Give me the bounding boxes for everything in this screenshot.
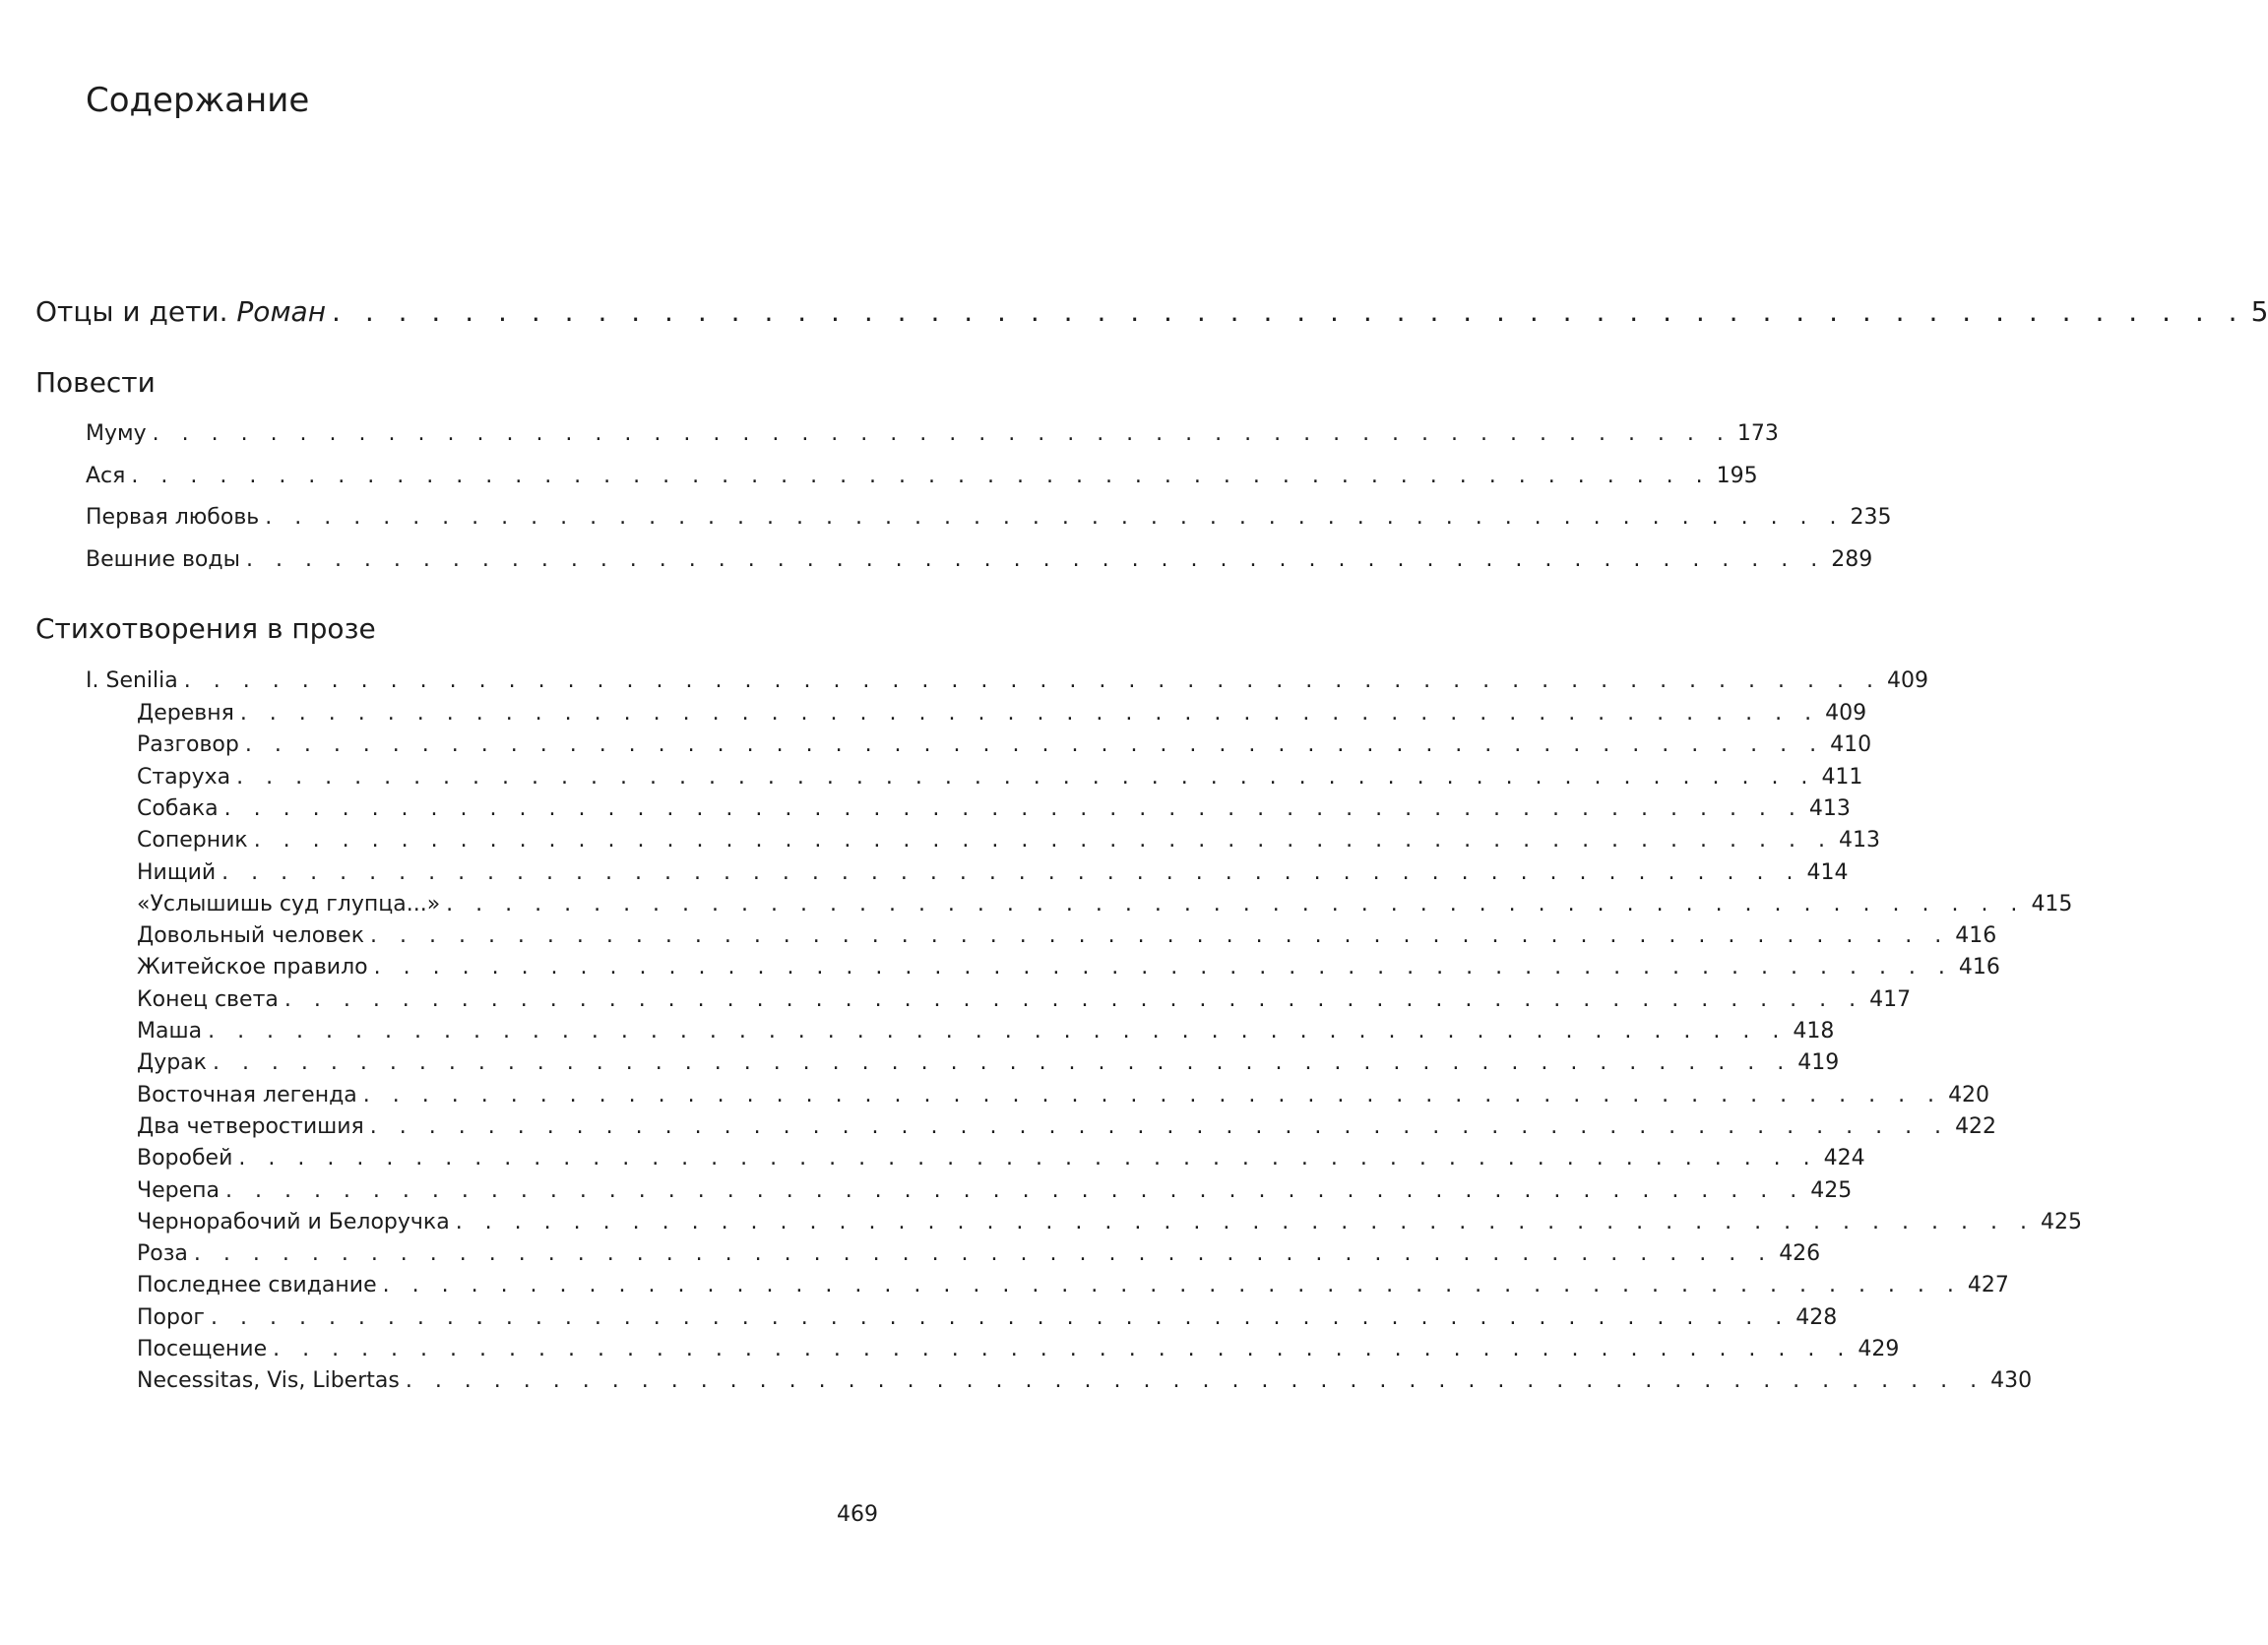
toc-entry[interactable] [137,1082,1990,1112]
toc-entry-title: Конец света [137,986,279,1012]
toc-entry-page: 425 [1810,1177,1853,1203]
toc-entry-title: Довольный человек [137,923,364,949]
toc-entry[interactable] [137,1337,1900,1366]
toc-entry-page: 426 [1779,1241,1821,1267]
toc-entry[interactable] [86,505,1892,535]
toc-entry[interactable] [137,1019,1835,1048]
toc-entry[interactable] [137,1273,2009,1302]
toc-entry-title: Маша [137,1019,203,1044]
toc-entry[interactable] [137,1146,1865,1175]
toc-entry-novel[interactable] [35,295,2268,331]
toc-entry[interactable] [86,421,1779,451]
toc-entry-title: Разговор [137,732,239,758]
toc-entry[interactable] [137,1209,2082,1239]
toc-entry-title: Два четверостишия [137,1113,364,1139]
toc-entry-title [35,295,326,328]
toc-entry-page: 429 [1858,1337,1900,1361]
toc-entry[interactable] [137,1050,1840,1080]
toc-entry-page: 289 [1831,546,1873,572]
dot-leader: . . . . . . . . . . . . . . . . . . . . . . . . . . . . . . . . . . . . . . . . . . . . . . . . . . . . . . [236,764,1816,790]
dot-leader: . . . . . . . . . . . . . . . . . . . . . . . . . . . . . . . . . . . . . . . . . . . . . . . . . . . . . . [373,955,1953,981]
toc-entry-page: 195 [1716,463,1758,488]
dot-leader: . . . . . . . . . . . . . . . . . . . . . . . . . . . . . . . . . . . . . . . . . . . . . . . . . . . . . . [212,1050,1793,1076]
dot-leader: . . . . . . . . . . . . . . . . . . . . . . . . . . . . . . . . . . . . . . . . . . . . . . . . . . . . . . [370,923,1950,949]
toc-entry[interactable] [137,1241,1821,1271]
toc-entry-page: 427 [1967,1273,2009,1298]
dot-leader: . . . . . . . . . . . . . . . . . . . . . . . . . . . . . . . . . . . . . . . . . . . . . . . . . . . . . . [244,732,1825,758]
toc-entry-title: Последнее свидание [137,1273,377,1298]
dot-leader: . . . . . . . . . . . . . . . . . . . . . . . . . . . . . . . . . . . . . . . . . . . . . . . . . . . . . . [152,421,1732,446]
toc-entry-page: 424 [1823,1146,1865,1171]
toc-entry[interactable] [137,1177,1853,1208]
page-number: 469 [837,1502,878,1527]
dot-leader: . . . . . . . . . . . . . . . . . . . . . . . . . . . . . . . . . . . . . . . . . . . . . . . . . . . . . . [446,891,2026,917]
toc-entry-page: 413 [1808,795,1851,821]
dot-leader: . . . . . . . . . . . . . . . . . . . . . . . . . . . . . . . . . . . . . . . . . . . . . . . . . . . . . . [221,859,1801,885]
dot-leader: . . . . . . . . . . . . . . . . . . . . . . . . . . . . . . . . . . . . . . . . . . . . . . . . . . . . . . [224,1177,1805,1203]
toc-entry-title: Первая любовь [86,505,260,530]
toc-entry-page: 428 [1796,1304,1838,1330]
toc-entry-title: Восточная легенда [137,1082,357,1107]
dot-leader: . . . . . . . . . . . . . . . . . . . . . . . . . . . . . . . . . . . . . . . . . . . . . . . . . . . . . . [362,1082,1943,1107]
dot-leader: . . . . . . . . . . . . . . . . . . . . . . . . . . . . . . . . . . . . . . . . . . . . . . . . . . . . . . [208,1019,1788,1044]
dot-leader: . . . . . . . . . . . . . . . . . . . . . . . . . . . . . . . . . . . . . . . . . . . . . . . . . . . . . . [265,505,1845,530]
dot-leader: . . . . . . . . . . . . . . . . . . . . . . . . . . . . . . . . . . . . . . . . . . . . . . . . . . . . . . [245,546,1826,572]
dot-leader: . . . . . . . . . . . . . . . . . . . . . . . . . . . . . . . . . . . . . . . . . . . . . . . . . . . . . . . . . . [183,668,1881,693]
toc-entry-page: 409 [1825,701,1867,726]
toc-entry[interactable] [86,463,1758,493]
toc-entry-page: 420 [1948,1082,1990,1107]
toc-entry-page: 416 [1955,923,1997,949]
section-heading-poems: Стихотворения в прозе [35,612,376,645]
dot-leader: . . . . . . . . . . . . . . . . . . . . . . . . . . . . . . . . . . . . . . . . . . . . . . . . . . . . . . [193,1241,1774,1267]
dot-leader: . . . . . . . . . . . . . . . . . . . . . . . . . . . . . . . . . . . . . . . . . . . . . . . . . . . . . . . . . . [332,295,2245,328]
dot-leader: . . . . . . . . . . . . . . . . . . . . . . . . . . . . . . . . . . . . . . . . . . . . . . . . . . . . . . [382,1273,1962,1298]
toc-entry-page: 235 [1850,505,1892,530]
toc-entry-title: Житейское правило [137,955,368,981]
toc-entry-page: 413 [1838,828,1880,854]
toc-entry-title: Деревня [137,701,234,726]
toc-entry[interactable] [137,1113,1997,1144]
dot-leader: . . . . . . . . . . . . . . . . . . . . . . . . . . . . . . . . . . . . . . . . . . . . . . . . . . . . . . [405,1368,1985,1394]
toc-entry-page: 418 [1793,1019,1835,1044]
dot-leader: . . . . . . . . . . . . . . . . . . . . . . . . . . . . . . . . . . . . . . . . . . . . . . . . . . . . . . [253,828,1833,854]
toc-entry-title: Воробей [137,1146,233,1171]
novel-genre: Роман [236,295,327,328]
toc-entry[interactable] [137,891,2073,921]
toc-entry[interactable] [137,1304,1838,1335]
toc-entry[interactable] [137,764,1863,794]
dot-leader: . . . . . . . . . . . . . . . . . . . . . . . . . . . . . . . . . . . . . . . . . . . . . . . . . . . . . . [369,1113,1950,1139]
dot-leader: . . . . . . . . . . . . . . . . . . . . . . . . . . . . . . . . . . . . . . . . . . . . . . . . . . . . . . [223,795,1803,821]
toc-entry-title: Necessitas, Vis, Libertas [137,1368,400,1394]
toc-entry-title: Старуха [137,764,231,790]
toc-entry[interactable] [137,986,1912,1017]
toc-entry-page: 417 [1869,986,1912,1012]
toc-entry-title: Собака [137,795,219,821]
toc-entry-title: «Услышишь суд глупца...» [137,891,441,917]
toc-entry[interactable] [137,795,1851,826]
toc-entry-page: 411 [1821,764,1863,790]
dot-leader: . . . . . . . . . . . . . . . . . . . . . . . . . . . . . . . . . . . . . . . . . . . . . . . . . . . . . . [238,1146,1818,1171]
toc-entry[interactable] [137,923,1997,953]
toc-entry-title: I. Senilia [86,668,178,693]
toc-entry-title: Дурак [137,1050,207,1076]
toc-entry[interactable] [137,1368,2033,1398]
dot-leader: . . . . . . . . . . . . . . . . . . . . . . . . . . . . . . . . . . . . . . . . . . . . . . . . . . . . . . [455,1209,2035,1234]
toc-entry[interactable] [137,732,1872,762]
dot-leader: . . . . . . . . . . . . . . . . . . . . . . . . . . . . . . . . . . . . . . . . . . . . . . . . . . . . . . [239,701,1820,726]
toc-entry-title: Нищий [137,859,217,885]
toc-entry-page: 425 [2040,1209,2082,1234]
section-heading-povesti: Повести [35,366,156,399]
toc-entry-title: Вешние воды [86,546,240,572]
toc-entry-page: 430 [1990,1368,2033,1394]
toc-entry-page: 416 [1958,955,2000,981]
novel-title: Отцы и дети. [35,295,228,328]
toc-entry[interactable] [137,701,1867,730]
toc-entry-page: 5 [2250,295,2268,328]
toc-entry-page: 419 [1797,1050,1840,1076]
toc-entry-part[interactable] [86,668,1928,698]
dot-leader: . . . . . . . . . . . . . . . . . . . . . . . . . . . . . . . . . . . . . . . . . . . . . . . . . . . . . . [131,463,1711,488]
toc-entry[interactable] [86,546,1873,577]
toc-entry-page: 414 [1806,859,1849,885]
page-title: Содержание [86,81,310,120]
toc-entry-page: 410 [1830,732,1872,758]
toc-entry-title: Чернорабочий и Белоручка [137,1209,450,1234]
toc-entry-title: Ася [86,463,126,488]
dot-leader: . . . . . . . . . . . . . . . . . . . . . . . . . . . . . . . . . . . . . . . . . . . . . . . . . . . . . . [211,1304,1791,1330]
toc-entry[interactable] [137,828,1880,857]
toc-entry-title: Роза [137,1241,188,1267]
toc-entry-title: Соперник [137,828,248,854]
dot-leader: . . . . . . . . . . . . . . . . . . . . . . . . . . . . . . . . . . . . . . . . . . . . . . . . . . . . . . [284,986,1864,1012]
toc-entry-page: 422 [1955,1113,1997,1139]
toc-entry-title: Посещение [137,1337,268,1361]
toc-entry-page: 173 [1736,421,1779,446]
toc-entry[interactable] [137,859,1849,890]
toc-entry-page: 409 [1886,668,1928,693]
toc-entry-title: Порог [137,1304,205,1330]
toc-entry[interactable] [137,955,2000,984]
toc-entry-page: 415 [2031,891,2073,917]
toc-entry-title: Муму [86,421,147,446]
dot-leader: . . . . . . . . . . . . . . . . . . . . . . . . . . . . . . . . . . . . . . . . . . . . . . . . . . . . . . [273,1337,1853,1361]
toc-entry-title: Черепа [137,1177,220,1203]
